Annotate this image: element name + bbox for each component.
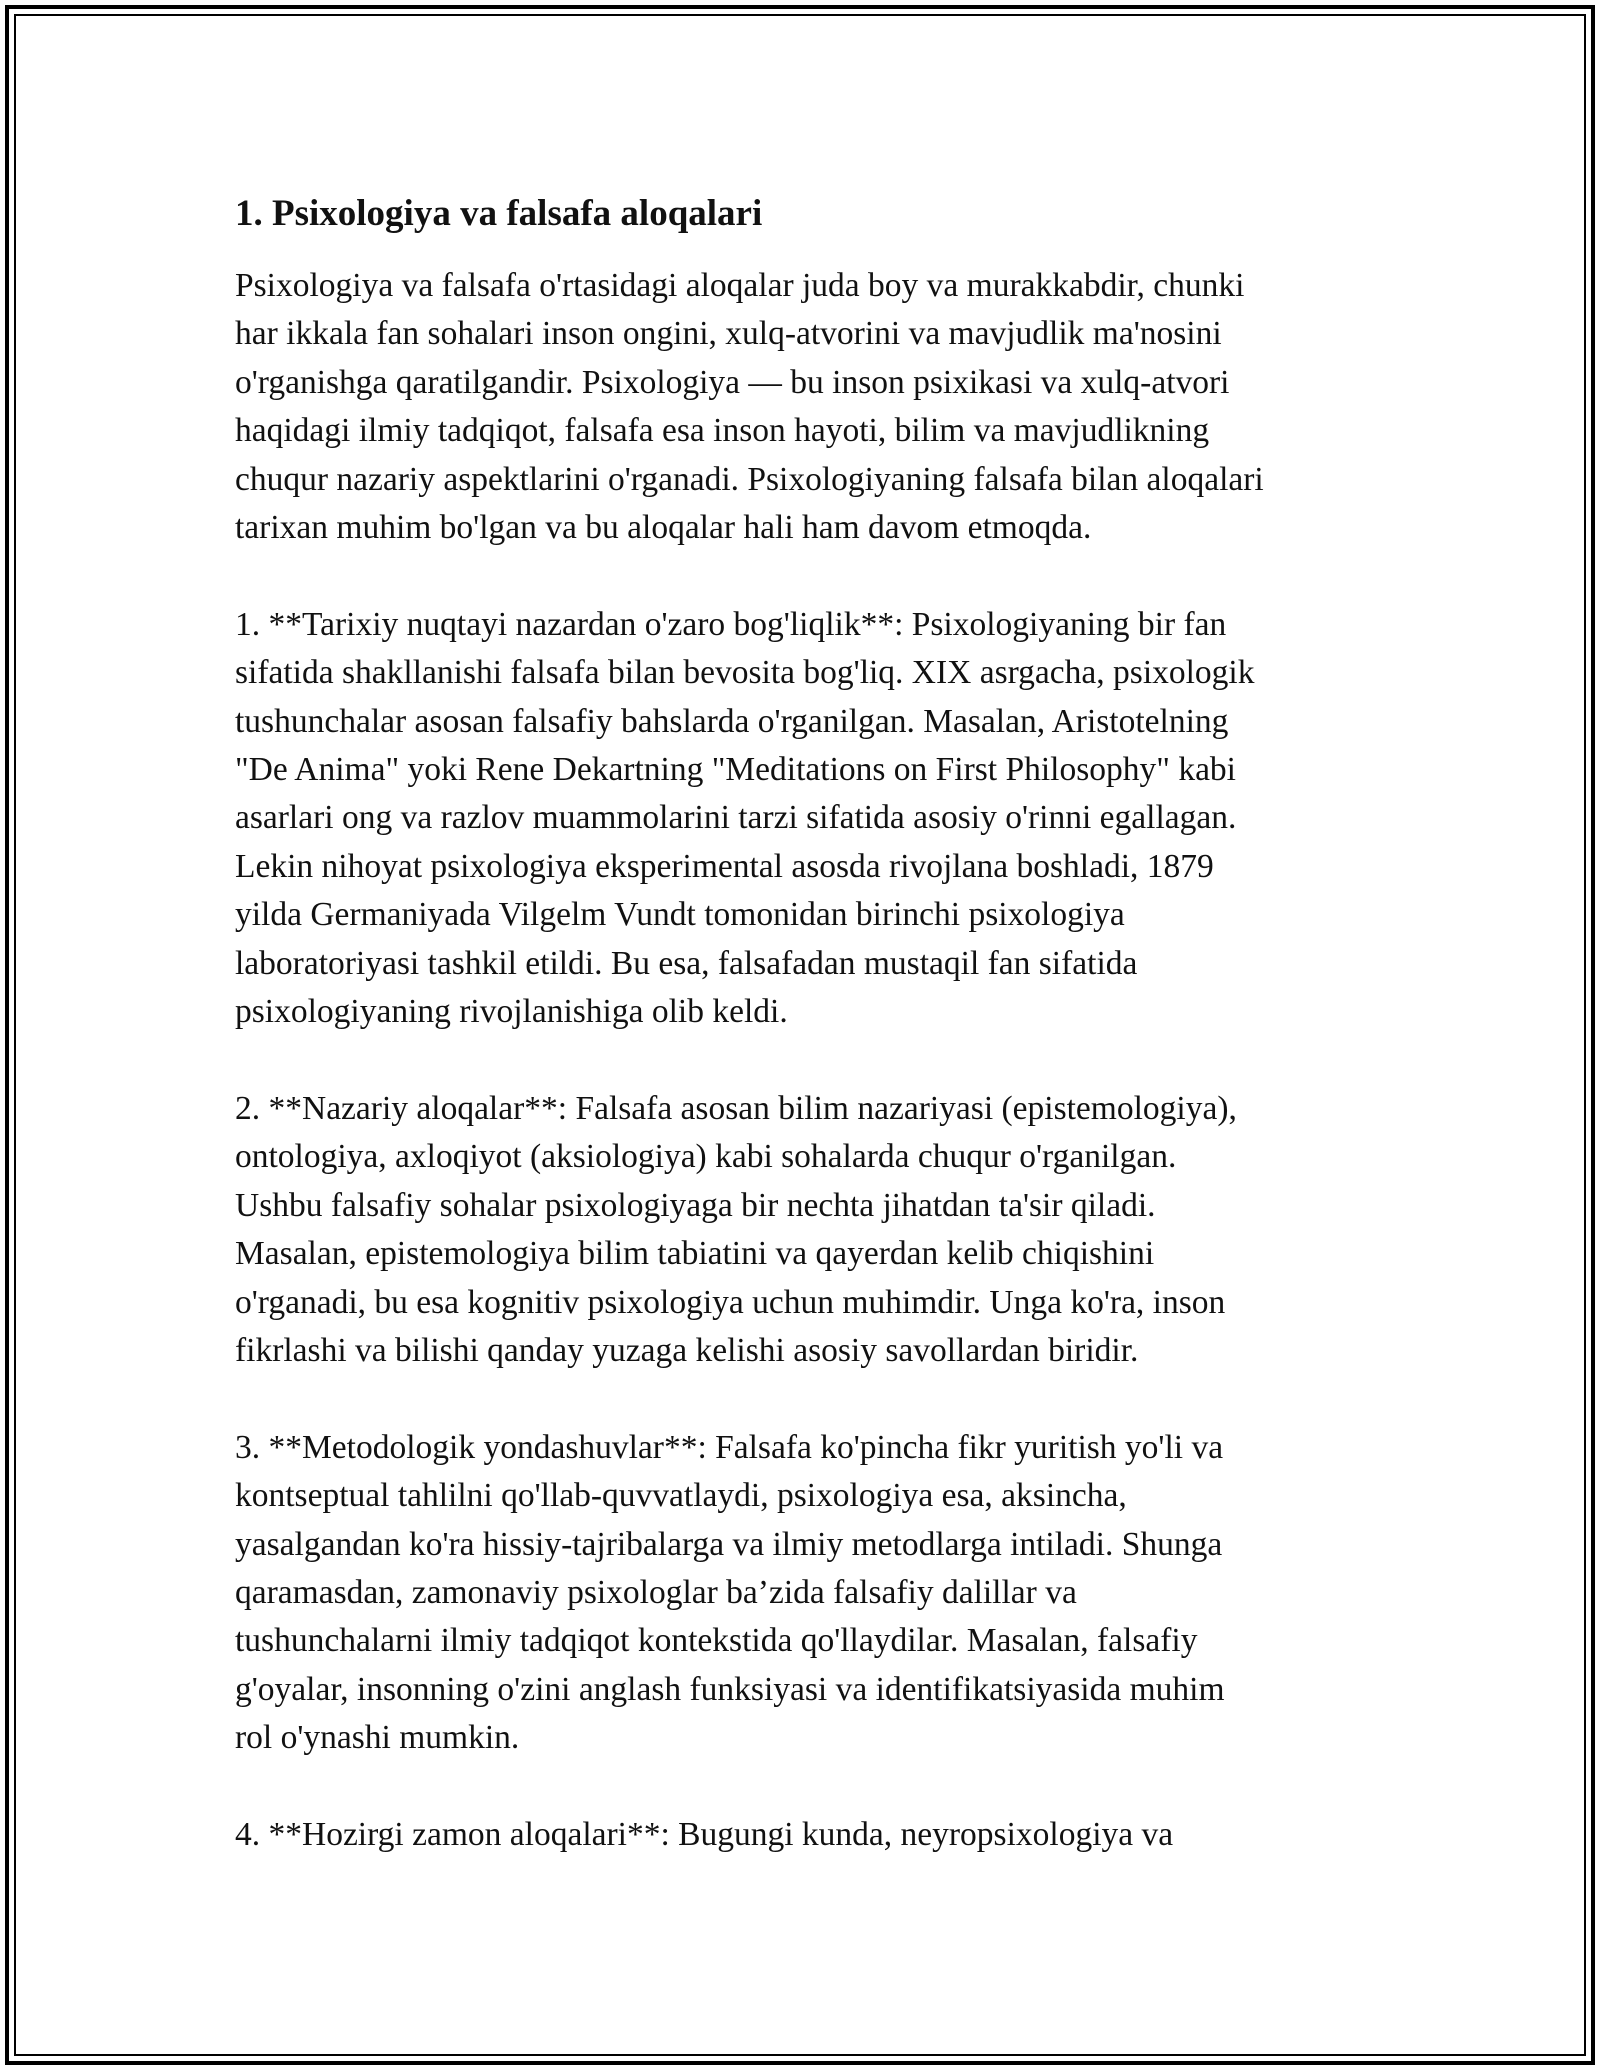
text-line: 3. **Metodologik yondashuvlar**: Falsafa ko'pincha fikr yuritish yo'li va — [235, 1428, 1224, 1466]
text-line: g'oyalar, insonning o'zini anglash funksiyasi va identifikatsiyasida muhim — [235, 1670, 1225, 1708]
text-line: fikrlashi va bilishi qanday yuzaga kelishi asosiy savollardan biridir. — [235, 1331, 1139, 1369]
text-line: yasalgandan ko'ra hissiy-tajribalarga va ilmiy metodlarga intiladi. Shunga — [235, 1525, 1223, 1563]
text-line: laboratoriyasi tashkil etildi. Bu esa, falsafadan mustaqil fan sifatida — [235, 944, 1138, 982]
section-4-modern — [235, 1811, 1395, 1859]
text-line: tushunchalarni ilmiy tadqiqot kontekstida qo'llaydilar. Masalan, falsafiy — [235, 1622, 1198, 1660]
text-line: Ushbu falsafiy sohalar psixologiyaga bir nechta jihatdan ta'sir qiladi. — [235, 1186, 1156, 1224]
text-line: asarlari ong va razlov muammolarini tarzi sifatida asosiy o'rinni egallagan. — [235, 799, 1237, 837]
text-line: ontologiya, axloqiyot (aksiologiya) kabi sohalarda chuqur o'rganilgan. — [235, 1138, 1177, 1176]
text-line: o'rganishga qaratilgandir. Psixologiya — bu inson psixikasi va xulq-atvori — [235, 363, 1230, 401]
text-line: tarixan muhim bo'lgan va bu aloqalar hali ham davom etmoqda. — [235, 509, 1092, 547]
text-line: haqidagi ilmiy tadqiqot, falsafa esa inson hayoti, bilim va mavjudlikning — [235, 412, 1210, 450]
text-line: rol o'ynashi mumkin. — [235, 1719, 520, 1757]
text-line: Psixologiya va falsafa o'rtasidagi aloqalar juda boy va murakkabdir, chunki — [235, 267, 1245, 304]
text-line: qaramasdan, zamonaviy psixologlar ba’zida falsafiy dalillar va — [235, 1573, 1077, 1611]
text-line: Lekin nihoyat psixologiya eksperimental asosda rivojlana boshladi, 1879 — [235, 847, 1214, 885]
text-line: chuqur nazariy aspektlarini o'rganadi. Psixologiyaning falsafa bilan aloqalari — [235, 460, 1264, 498]
section-1-historical — [235, 601, 1395, 1037]
text-line: yilda Germaniyada Vilgelm Vundt tomonidan birinchi psixologiya — [235, 896, 1125, 934]
text-line: 1. **Tarixiy nuqtayi nazardan o'zaro bog'liqlik**: Psixologiyaning bir fan — [235, 605, 1227, 643]
document-title: 1. Psixologiya va falsafa aloqalari — [235, 193, 763, 234]
section-2-theoretical — [235, 1085, 1395, 1375]
text-line: psixologiyaning rivojlanishiga olib keldi. — [235, 993, 788, 1031]
text-line: Masalan, epistemologiya bilim tabiatini va qayerdan kelib chiqishini — [235, 1235, 1155, 1273]
text-line: 4. **Hozirgi zamon aloqalari**: Bugungi kunda, neyropsixologiya va — [235, 1815, 1174, 1853]
text-line: har ikkala fan sohalari inson ongini, xulq-atvorini va mavjudlik ma'nosini — [235, 315, 1222, 353]
section-3-methodological — [235, 1424, 1395, 1763]
text-line: o'rganadi, bu esa kognitiv psixologiya uchun muhimdir. Unga ko'ra, inson — [235, 1283, 1226, 1321]
text-line: 2. **Nazariy aloqalar**: Falsafa asosan bilim nazariyasi (epistemologiya), — [235, 1089, 1237, 1127]
text-line: "De Anima" yoki Rene Dekartning "Meditations on First Philosophy" kabi — [235, 751, 1236, 789]
intro-paragraph — [235, 262, 1395, 552]
text-line: sifatida shakllanishi falsafa bilan bevosita bog'liq. XIX asrgacha, psixologik — [235, 654, 1255, 692]
text-line: tushunchalar asosan falsafiy bahslarda o'rganilgan. Masalan, Aristotelning — [235, 702, 1229, 740]
text-line: kontseptual tahlilni qo'llab-quvvatlaydi, psixologiya esa, aksincha, — [235, 1477, 1127, 1515]
document-body — [235, 262, 1395, 1859]
document-page — [235, 186, 1395, 1859]
